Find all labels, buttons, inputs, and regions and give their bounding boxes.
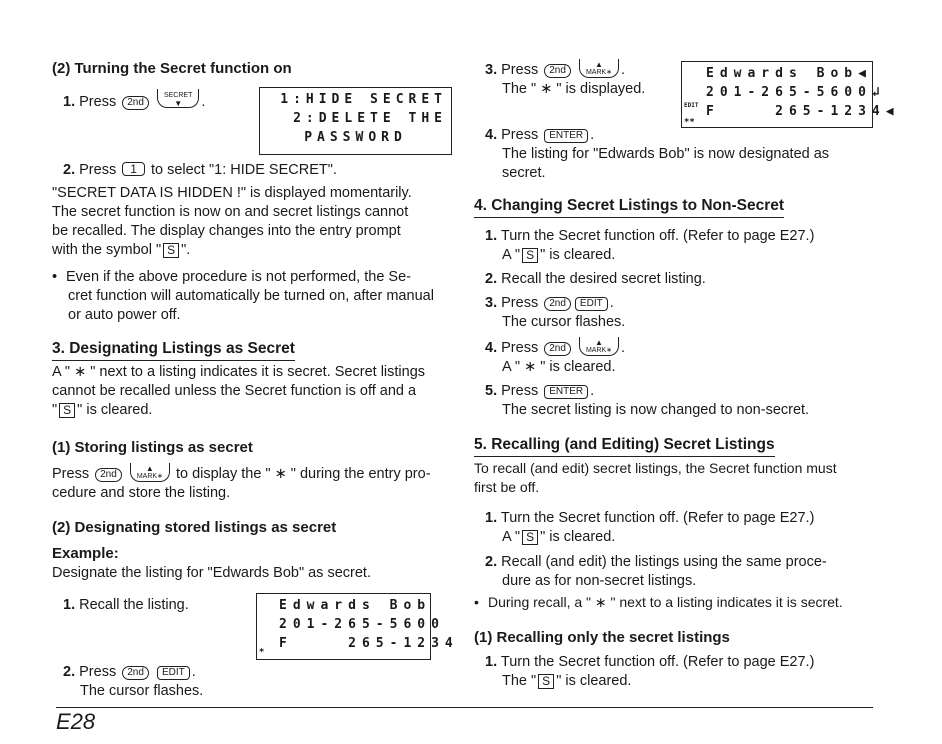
- text-line: A " ∗ " next to a listing indicates it is secret. Secret listings: [52, 364, 426, 380]
- 2nd-key-icon: 2nd: [544, 64, 571, 78]
- step-text: Press: [79, 94, 117, 110]
- heading-storing-secret: (1) Storing listings as secret: [52, 439, 253, 456]
- lcd-line-3: PASSWORD: [304, 130, 407, 145]
- bullet-auto-secret: • Even if the above procedure is not performed, the Se- cret function will automatically be turned on, after manual or auto power off.: [52, 269, 434, 323]
- text-line: The " ∗ " is displayed.: [502, 81, 646, 97]
- step-2: [63, 161, 337, 180]
- lcd-star-indicator: ∗: [259, 646, 265, 656]
- secret-s-icon: S: [163, 243, 179, 258]
- lcd-star-indicator: ∗∗: [684, 116, 695, 126]
- enter-key-icon: ENTER: [544, 385, 588, 399]
- 2nd-key-icon: 2nd: [95, 468, 122, 482]
- heading-changing-non-secret: 4. Changing Secret Listings to Non-Secret: [474, 196, 784, 218]
- text-line: cannot be recalled unless the Secret function is off and a: [52, 383, 417, 399]
- step-text: Press: [79, 162, 117, 178]
- recall-only-steps: 1. Turn the Secret function off. (Refer to page E27.) The " S " is cleared.: [485, 654, 815, 689]
- mark-key-icon: ▲ MARK∗: [130, 463, 170, 482]
- step-1: 1. Press 2nd SECRET ▼ .: [63, 89, 205, 112]
- heading-recalling-secret: 5. Recalling (and Editing) Secret Listings: [474, 435, 775, 457]
- step-number: 1.: [63, 94, 76, 110]
- lcd-display-menu: [259, 87, 452, 155]
- heading-designating-secret: 3. Designating Listings as Secret: [52, 339, 295, 361]
- footer-divider: [56, 707, 873, 708]
- 2nd-key-icon: 2nd: [544, 342, 571, 356]
- step-number: 2.: [63, 162, 76, 178]
- mark-key-icon: ▲ MARK∗: [579, 59, 619, 78]
- secret-s-icon: S: [522, 248, 538, 263]
- edit-key-icon: EDIT: [575, 297, 608, 311]
- lcd-line-3: F 265-1234◀: [706, 104, 900, 119]
- example-label: Example:: [52, 545, 119, 562]
- step-4-enter: 4. Press ENTER . The listing for "Edwards Bob" is now designated as secret.: [485, 127, 830, 181]
- 2nd-key-icon: 2nd: [122, 666, 149, 680]
- step-3-mark: 3. Press 2nd ▲ MARK∗ . The " ∗ " is displayed.: [485, 60, 646, 97]
- lcd-line-2: 2:DELETE THE: [293, 111, 447, 126]
- text-line: with the symbol " S ".: [52, 242, 191, 258]
- secret-key-icon: SECRET ▼: [157, 89, 199, 108]
- paragraph-recalling: To recall (and edit) secret listings, the Secret function must first be off.: [474, 460, 837, 495]
- secret-s-icon: S: [59, 403, 75, 418]
- lcd-line-2: 201-265-5600: [279, 617, 445, 632]
- secret-s-icon: S: [538, 674, 554, 689]
- paragraph-storing: Press 2nd ▲ MARK∗ to display the " ∗ " during the entry pro- cedure and store the listing.: [52, 463, 457, 503]
- lcd-line-3: F 265-1234: [279, 636, 459, 651]
- lcd-edit-indicator: EDIT: [684, 102, 699, 109]
- lcd-line-1: Edwards Bob: [279, 598, 432, 613]
- mark-key-icon: ▲ MARK∗: [579, 337, 619, 356]
- enter-key-icon: ENTER: [544, 129, 588, 143]
- example-text: Designate the listing for "Edwards Bob" as secret.: [52, 565, 371, 581]
- recall-steps: 1. Turn the Secret function off. (Refer to page E27.) A " S " is cleared. 2. Recall (and edit) the listings using the same proce- dure as for non-secret listings.: [485, 510, 827, 589]
- secret-key-label: SECRET: [163, 92, 193, 99]
- example-step-1: 1. Recall the listing.: [63, 597, 189, 613]
- lcd-display-marked: [681, 61, 900, 128]
- text-line: The secret function is now on and secret listings cannot: [52, 204, 409, 220]
- text-line: cedure and store the listing.: [52, 485, 231, 501]
- bullet-recall-star: • During recall, a " ∗ " next to a listing indicates it is secret.: [474, 594, 843, 610]
- example-step-2: 2. Press 2nd EDIT . The cursor flashes.: [63, 664, 204, 699]
- paragraph-designating: [52, 363, 457, 420]
- text-line: "SECRET DATA IS HIDDEN !" is displayed momentarily.: [52, 185, 412, 201]
- paragraph-secret-hidden: [52, 184, 452, 260]
- edit-key-icon: EDIT: [157, 666, 190, 680]
- text-line: be recalled. The display changes into the entry prompt: [52, 223, 401, 239]
- lcd-line-2: 201-265-5600↲: [706, 85, 886, 100]
- page-number: E28: [56, 709, 96, 734]
- key-1-icon: 1: [122, 162, 145, 176]
- heading-designating-stored: (2) Designating stored listings as secret: [52, 519, 337, 536]
- lcd-display-listing: [256, 593, 459, 660]
- step-text: to select "1: HIDE SECRET".: [150, 162, 337, 178]
- bullet-icon: •: [52, 269, 58, 285]
- text-line: The cursor flashes.: [80, 683, 204, 699]
- lcd-line-1: 1:HIDE SECRET: [280, 92, 447, 107]
- lcd-line-1: Edwards Bob◀: [706, 66, 872, 81]
- heading-turning-secret-on: (2) Turning the Secret function on: [52, 60, 292, 77]
- change-steps: 1. Turn the Secret function off. (Refer to page E27.) A " S " is cleared. 2. Recall the desired secret listing. 3. Press 2nd EDIT . The cursor flashes. 4. Press 2nd ▲ MARK∗ . A " ∗ " is cleared. 5. Press ENTER . The secret listing is now changed to non-secret.: [485, 228, 815, 418]
- 2nd-key-icon: 2nd: [544, 297, 571, 311]
- secret-s-icon: S: [522, 530, 538, 545]
- text-line: " S " is cleared.: [52, 402, 153, 418]
- 2nd-key-icon: 2nd: [122, 96, 149, 110]
- heading-recalling-only-secret: (1) Recalling only the secret listings: [474, 629, 730, 646]
- bullet-icon: •: [474, 594, 479, 610]
